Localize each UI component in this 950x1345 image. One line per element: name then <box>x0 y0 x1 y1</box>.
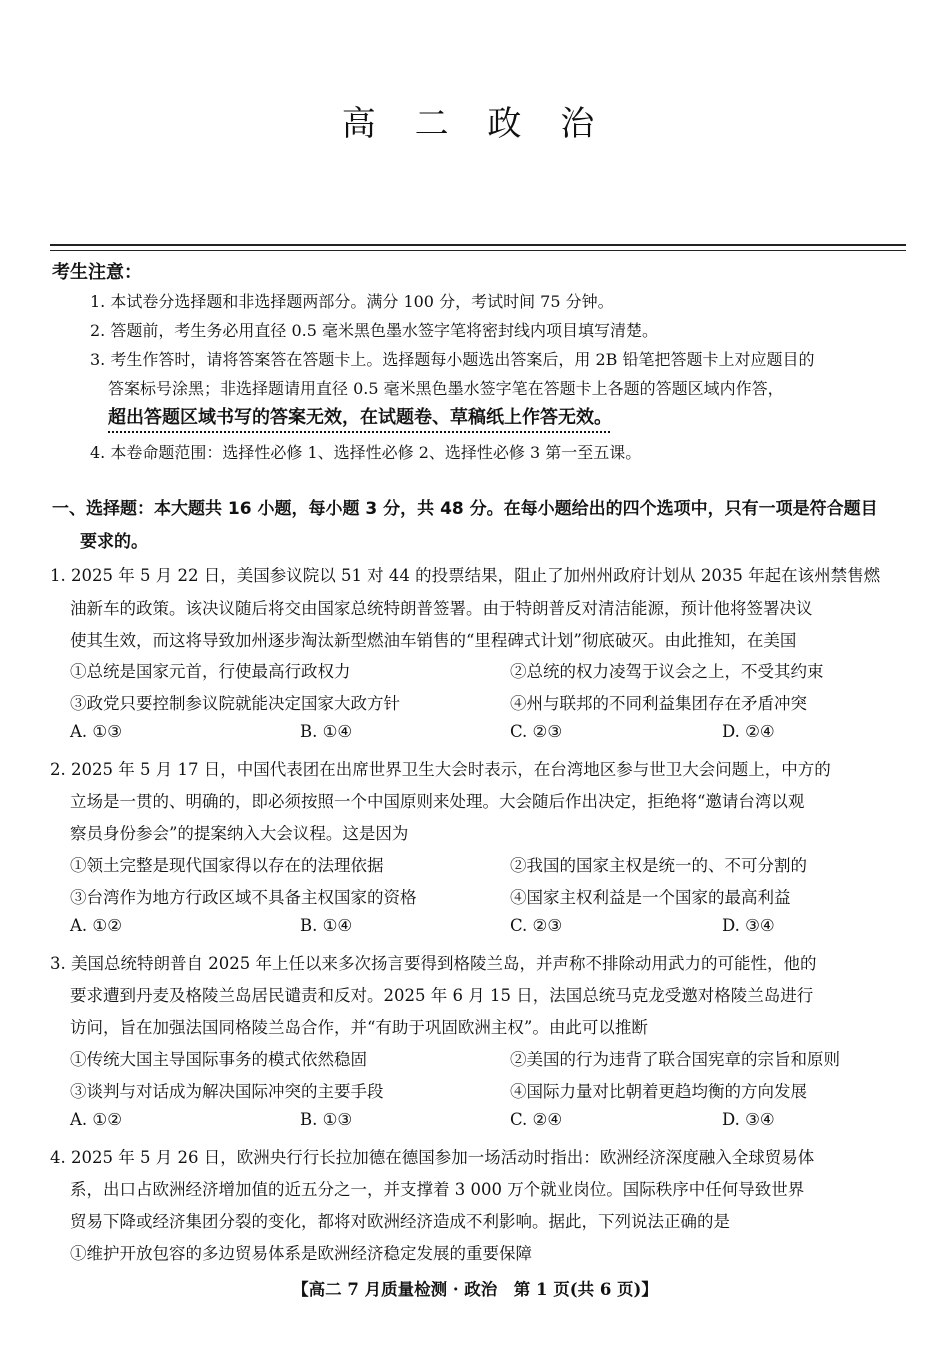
question-3-choice: A. ①② <box>70 1110 122 1129</box>
question-2-choice: A. ①② <box>70 916 122 935</box>
question-1-choice: B. ①④ <box>300 722 353 741</box>
question-4-option: ①维护开放包容的多边贸易体系是欧洲经济稳定发展的重要保障 <box>70 1244 532 1263</box>
divider <box>50 250 906 251</box>
notice-item: 4. 本卷命题范围：选择性必修 1、选择性必修 2、选择性必修 3 第一至五课。 <box>90 443 642 462</box>
question-1-choice: C. ②③ <box>510 722 563 741</box>
question-1-choice: D. ②④ <box>722 722 775 741</box>
notice-heading: 考生注意： <box>52 262 142 283</box>
divider <box>50 244 906 246</box>
question-1-stem: 1. 2025 年 5 月 22 日，美国参议院以 51 对 44 的投票结果，阻止了加州州政府计划从 2035 年起在该州禁售燃 <box>50 566 881 585</box>
question-2-stem: 2. 2025 年 5 月 17 日，中国代表团在出席世界卫生大会时表示，在台湾地区参与世卫大会问题上，中方的 <box>50 760 831 779</box>
question-3-stem: 要求遭到丹麦及格陵兰岛居民谴责和反对。2025 年 6 月 15 日，法国总统马克龙受邀对格陵兰岛进行 <box>70 986 814 1005</box>
question-1-choice: A. ①③ <box>70 722 122 741</box>
notice-item: 1. 本试卷分选择题和非选择题两部分。满分 100 分，考试时间 75 分钟。 <box>90 292 614 311</box>
question-3-option: ①传统大国主导国际事务的模式依然稳固 <box>70 1050 367 1069</box>
question-3-stem: 3. 美国总统特朗普自 2025 年上任以来多次扬言要得到格陵兰岛，并声称不排除动用武力的可能性，他的 <box>50 954 817 973</box>
notice-item: 3. 考生作答时，请将答案答在答题卡上。选择题每小题选出答案后，用 2B 铅笔把答题卡上对应题目的 <box>90 350 815 369</box>
page-footer: 【高二 7 月质量检测 · 政治 第 1 页(共 6 页)】 <box>292 1280 658 1299</box>
question-2-option: ④国家主权利益是一个国家的最高利益 <box>510 888 791 907</box>
question-1-option: ①总统是国家元首，行使最高行政权力 <box>70 662 351 681</box>
question-2-stem: 察员身份参会”的提案纳入大会议程。这是因为 <box>70 824 409 843</box>
question-1-stem: 油新车的政策。该决议随后将交由国家总统特朗普签署。由于特朗普反对清洁能源，预计他将签署决议 <box>70 599 813 618</box>
question-2-choice: C. ②③ <box>510 916 563 935</box>
question-4-stem: 4. 2025 年 5 月 26 日，欧洲央行行长拉加德在德国参加一场活动时指出：欧洲经济深度融入全球贸易体 <box>50 1148 815 1167</box>
question-1-option: ④州与联邦的不同利益集团存在矛盾冲突 <box>510 694 807 713</box>
notice-item: 答案标号涂黑；非选择题请用直径 0.5 毫米黑色墨水签字笔在答题卡上各题的答题区域内作答， <box>108 379 784 398</box>
question-3-choice: D. ③④ <box>722 1110 775 1129</box>
question-3-choice: B. ①③ <box>300 1110 353 1129</box>
question-3-option: ②美国的行为违背了联合国宪章的宗旨和原则 <box>510 1050 840 1069</box>
question-1-stem: 使其生效，而这将导致加州逐步淘汰新型燃油车销售的“里程碑式计划”彻底破灭。由此推知，在美国 <box>70 631 797 650</box>
question-1-option: ②总统的权力凌驾于议会之上，不受其约束 <box>510 662 824 681</box>
question-2-stem: 立场是一贯的、明确的，即必须按照一个中国原则来处理。大会随后作出决定，拒绝将“邀请台湾以观 <box>70 792 805 811</box>
question-2-choice: D. ③④ <box>722 916 775 935</box>
notice-emphasis: 超出答题区域书写的答案无效，在试题卷、草稿纸上作答无效。 <box>108 407 612 428</box>
section-heading: 一、选择题：本大题共 16 小题，每小题 3 分，共 48 分。在每小题给出的四个选项中，只有一项是符合题目 <box>52 499 878 519</box>
notice-item: 2. 答题前，考生务必用直径 0.5 毫米黑色墨水签字笔将密封线内项目填写清楚。 <box>90 321 658 340</box>
question-2-option: ③台湾作为地方行政区域不具备主权国家的资格 <box>70 888 417 907</box>
question-4-stem: 贸易下降或经济集团分裂的变化，都将对欧洲经济造成不利影响。据此，下列说法正确的是 <box>70 1212 730 1231</box>
page-title: 高 二 政 治 <box>341 104 609 144</box>
question-2-option: ②我国的国家主权是统一的、不可分割的 <box>510 856 807 875</box>
question-3-option: ④国际力量对比朝着更趋均衡的方向发展 <box>510 1082 807 1101</box>
question-3-option: ③谈判与对话成为解决国际冲突的主要手段 <box>70 1082 384 1101</box>
question-1-option: ③政党只要控制参议院就能决定国家大政方针 <box>70 694 400 713</box>
question-3-choice: C. ②④ <box>510 1110 563 1129</box>
question-3-stem: 访问，旨在加强法国同格陵兰岛合作，并“有助于巩固欧洲主权”。由此可以推断 <box>70 1018 648 1037</box>
question-2-choice: B. ①④ <box>300 916 353 935</box>
question-2-option: ①领土完整是现代国家得以存在的法理依据 <box>70 856 384 875</box>
question-4-stem: 系，出口占欧洲经济增加值的近五分之一，并支撑着 3 000 万个就业岗位。国际秩序中任何导致世界 <box>70 1180 805 1199</box>
section-heading-cont: 要求的。 <box>80 532 148 552</box>
